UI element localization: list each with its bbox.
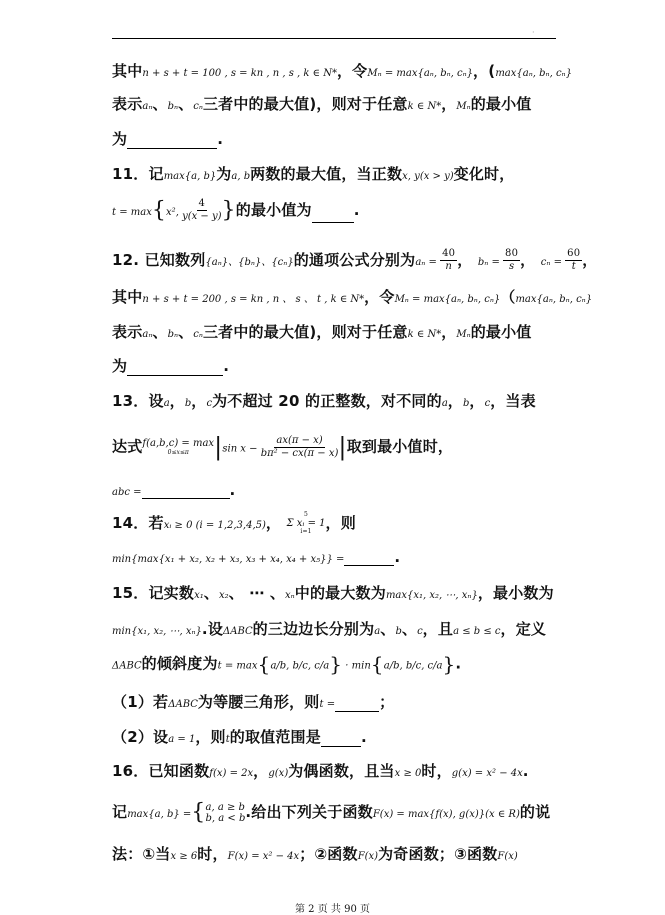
brace-right: } xyxy=(442,652,456,676)
text: 为 xyxy=(112,357,128,375)
text: 、 xyxy=(203,584,219,602)
text: ，当表 xyxy=(490,392,536,410)
math: aₙ = xyxy=(415,257,441,268)
line-8 xyxy=(112,321,560,342)
numerator: 80 xyxy=(505,248,519,259)
case: a, a ≥ b xyxy=(205,801,245,813)
math: a xyxy=(163,398,170,409)
math: Σ xᵢ = 1 xyxy=(286,518,326,529)
answer-blank[interactable] xyxy=(127,134,217,149)
math: abc = xyxy=(112,487,142,498)
math: bₙ = xyxy=(477,257,504,268)
text: 为不超过 20 的正整数，对不同的 xyxy=(212,392,442,410)
line-7 xyxy=(112,286,593,307)
text: ，令 xyxy=(336,62,368,80)
text: 三者中的最大值)，则对于任意 xyxy=(202,95,408,113)
text: 记 xyxy=(112,803,128,821)
text: 其中 xyxy=(112,62,143,80)
text: ，则 xyxy=(195,728,226,746)
piecewise xyxy=(206,802,246,824)
text: 中的最大数为 xyxy=(294,584,386,602)
text: ， xyxy=(447,392,463,410)
text: 、 xyxy=(380,620,396,638)
brace-right: } xyxy=(329,652,343,676)
math: Mₙ = max{aₙ, bₙ, cₙ} xyxy=(394,294,501,305)
text: ，( xyxy=(473,62,496,80)
text: 表示 xyxy=(112,323,143,341)
text: 的最小值 xyxy=(470,95,532,113)
math: a ≤ b ≤ c xyxy=(453,626,501,637)
abs-left: | xyxy=(214,433,223,461)
text: 达式 xyxy=(112,437,143,456)
sigma-limits xyxy=(287,512,326,535)
text: ， xyxy=(265,514,287,532)
line-9 xyxy=(112,355,560,376)
text: 、 xyxy=(178,95,194,113)
math: g(x) xyxy=(268,768,289,779)
max-operator xyxy=(142,438,214,456)
text: 、 xyxy=(152,95,168,113)
answer-blank[interactable] xyxy=(312,208,354,223)
math: a = 1 xyxy=(168,734,196,745)
math: · min xyxy=(342,660,371,672)
text: 为奇函数；③函数 xyxy=(378,845,498,863)
math: F(x) = max{f(x), g(x)}(x ∈ R) xyxy=(372,809,520,820)
math: c xyxy=(417,626,423,637)
question-number: 11．记 xyxy=(112,165,164,183)
text: ，最小数为 xyxy=(477,584,554,602)
text: 的最小值 xyxy=(470,323,532,341)
math: max{aₙ, bₙ, cₙ} xyxy=(515,294,593,305)
math: a xyxy=(441,398,448,409)
header-rule xyxy=(112,38,556,39)
math: b xyxy=(462,398,470,409)
math: n + s + t = 200 , s = kn , n 、 s 、 t , k ∈ N* xyxy=(142,294,365,305)
math: a/b, b/c, c/a xyxy=(383,660,443,672)
math: f(x) = 2x xyxy=(209,768,254,779)
math: x ≥ 0 xyxy=(394,768,422,779)
denominator: bπ² − cx(π − x) xyxy=(260,447,339,459)
text: 为 xyxy=(216,165,232,183)
text: ， xyxy=(169,392,185,410)
text: . xyxy=(455,654,462,673)
line-16 xyxy=(112,618,560,639)
line-q16 xyxy=(112,760,560,781)
math: F(x) xyxy=(497,851,518,862)
question-number: 16．已知函数 xyxy=(112,762,210,780)
math: xₙ xyxy=(285,590,295,601)
text: （ xyxy=(500,288,516,306)
header-mark: · xyxy=(532,28,535,37)
math: min{max{x₁ + x₂, x₂ + x₃, x₃ + x₄, x₄ + x₅}} = xyxy=(112,554,345,565)
math: Mₙ xyxy=(456,329,471,340)
text: ， xyxy=(457,251,478,269)
math: sin x − xyxy=(222,443,261,455)
denominator: t xyxy=(571,261,576,272)
text: ，则 xyxy=(325,514,356,532)
text: ， xyxy=(582,251,598,269)
line-19 xyxy=(112,726,560,747)
text: ， xyxy=(253,762,269,780)
math: x, y(x > y) xyxy=(402,171,454,182)
answer-blank[interactable] xyxy=(321,732,361,747)
line-18 xyxy=(112,691,560,712)
question-number: 15．记实数 xyxy=(112,584,195,602)
text: 三者中的最大值)，则对于任意 xyxy=(202,323,408,341)
text: 、 xyxy=(178,323,194,341)
fraction xyxy=(440,248,457,273)
math: ΔABC xyxy=(168,699,198,710)
text: 的通项公式分别为 xyxy=(293,251,416,269)
case: b, a < b xyxy=(205,812,246,824)
math: x ≥ 6 xyxy=(170,851,198,862)
numerator: ax(π − x) xyxy=(276,434,323,446)
math: max{x₁, x₂, ⋯, xₙ} xyxy=(385,590,478,601)
math: max{a, b} xyxy=(163,171,217,182)
text: 的倾斜度为 xyxy=(141,654,218,673)
math: {aₙ}、{bₙ}、{cₙ} xyxy=(205,257,294,268)
math: bₙ xyxy=(167,329,179,340)
text: 为等腰三角形，则 xyxy=(197,693,320,711)
subscript: 0≤x≤π xyxy=(167,449,189,456)
line-q11 xyxy=(112,163,560,184)
text: ， xyxy=(191,392,207,410)
math: c xyxy=(484,398,491,409)
brace-left: { xyxy=(370,652,384,676)
math: c xyxy=(206,398,213,409)
answer-blank[interactable] xyxy=(127,361,223,376)
math: Mₙ = max{aₙ, bₙ, cₙ} xyxy=(367,68,474,79)
math: aₙ xyxy=(142,101,153,112)
math: k ∈ N* xyxy=(407,101,442,112)
question-number: 12. 已知数列 xyxy=(112,251,206,269)
math: max{aₙ, bₙ, cₙ} xyxy=(495,68,572,79)
math: n + s + t = 100 , s = kn , n , s , k ∈ N* xyxy=(142,68,337,79)
answer-blank[interactable] xyxy=(142,484,230,499)
text: （2）设 xyxy=(112,728,169,746)
denominator: n xyxy=(445,261,452,272)
math: Mₙ xyxy=(456,101,471,112)
text: ， xyxy=(441,95,457,113)
answer-blank[interactable] xyxy=(344,551,394,566)
math: ΔABC xyxy=(223,626,253,637)
fraction xyxy=(182,198,221,223)
math: b xyxy=(184,398,192,409)
math: b xyxy=(395,626,402,637)
fraction xyxy=(261,435,339,460)
math: xᵢ ≥ 0 (i = 1,2,3,4,5) xyxy=(163,520,266,531)
line-22 xyxy=(112,843,560,864)
text: 的说 xyxy=(519,803,551,821)
math: x₂ xyxy=(218,590,229,601)
brace-left: { xyxy=(257,652,271,676)
text: 为偶函数，且当 xyxy=(288,762,395,780)
text: 时， xyxy=(421,762,452,780)
text: . xyxy=(360,728,367,746)
line-11 xyxy=(112,433,560,461)
text: 、 ⋯ 、 xyxy=(228,584,286,602)
text: 其中 xyxy=(112,288,143,306)
fraction xyxy=(503,248,520,273)
text: .给出下列关于函数 xyxy=(245,803,373,821)
math: bₙ xyxy=(167,101,179,112)
line-5 xyxy=(112,198,560,223)
math: a xyxy=(374,626,381,637)
math: f(a,b,c) = max xyxy=(142,438,215,449)
numerator: 60 xyxy=(567,248,581,259)
page-footer: 第 2 页 共 90 页 xyxy=(295,904,370,915)
line-q12 xyxy=(112,248,598,273)
text: 法：①当 xyxy=(112,845,171,863)
text: . xyxy=(217,130,224,148)
math: max{a, b} = xyxy=(127,809,192,820)
math: F(x) xyxy=(357,851,379,862)
line-14 xyxy=(112,548,560,566)
math: x₁ xyxy=(194,590,204,601)
math: min{x₁, x₂, ⋯, xₙ} xyxy=(112,626,202,637)
text: 为 xyxy=(112,130,128,148)
text: . xyxy=(353,201,360,219)
text: 、 xyxy=(152,323,168,341)
math: t xyxy=(225,734,230,745)
math: F(x) = x² − 4x xyxy=(227,851,300,862)
line-12 xyxy=(112,481,560,499)
text: ， xyxy=(520,251,541,269)
fraction xyxy=(565,248,582,273)
text: . xyxy=(522,762,529,780)
superscript: 5 xyxy=(304,511,309,518)
math: t = max xyxy=(217,660,258,672)
text: . xyxy=(223,357,230,375)
brace-right: } xyxy=(221,198,236,223)
text: . xyxy=(229,481,236,499)
text: 取到最小值时， xyxy=(346,437,454,456)
numerator: 40 xyxy=(442,248,456,259)
line-2 xyxy=(112,93,560,114)
math: a/b, b/c, c/a xyxy=(270,660,330,672)
math: t = xyxy=(319,699,336,710)
text: 的取值范围是 xyxy=(229,728,321,746)
math: t = max xyxy=(112,207,152,218)
answer-blank[interactable] xyxy=(335,697,379,712)
line-17 xyxy=(112,652,560,676)
text: . xyxy=(394,548,401,566)
brace-left: { xyxy=(191,800,206,825)
text: 变化时， xyxy=(453,165,515,183)
text: 表示 xyxy=(112,95,143,113)
text: 、 xyxy=(401,620,418,638)
text: 的三边边长分别为 xyxy=(252,620,375,638)
text: ， xyxy=(469,392,485,410)
subscript: i=1 xyxy=(300,528,312,535)
text: 的最小值为 xyxy=(235,201,312,219)
math: k ∈ N* xyxy=(407,329,442,340)
line-3 xyxy=(112,128,560,149)
text: ，且 xyxy=(422,620,454,638)
text: 时， xyxy=(197,845,228,863)
line-1 xyxy=(112,60,572,81)
line-q14 xyxy=(112,512,560,535)
text: ； xyxy=(379,693,395,711)
denominator: s xyxy=(509,261,515,272)
denominator: y(x − y) xyxy=(182,211,222,222)
brace-left: { xyxy=(151,198,167,223)
text: ；②函数 xyxy=(299,845,358,863)
math: ΔABC xyxy=(112,660,142,672)
math: aₙ xyxy=(142,329,153,340)
question-number: 14．若 xyxy=(112,514,164,532)
text: ， xyxy=(441,323,457,341)
text: ，令 xyxy=(364,288,395,306)
text: 两数的最大值，当正数 xyxy=(250,165,403,183)
line-q13 xyxy=(112,390,560,411)
line-21 xyxy=(112,800,560,825)
text: .设 xyxy=(201,620,224,638)
abs-right: | xyxy=(338,433,347,461)
numerator: 4 xyxy=(198,198,206,209)
text: ，定义 xyxy=(500,620,547,638)
math: cₙ xyxy=(193,101,203,112)
math: x², xyxy=(166,207,183,218)
math: cₙ xyxy=(193,329,203,340)
math: a, b xyxy=(231,171,251,182)
math: cₙ = xyxy=(540,257,566,268)
line-q15 xyxy=(112,582,560,603)
question-number: 13．设 xyxy=(112,392,164,410)
text: （1）若 xyxy=(112,693,169,711)
math: g(x) = x² − 4x xyxy=(451,768,523,779)
